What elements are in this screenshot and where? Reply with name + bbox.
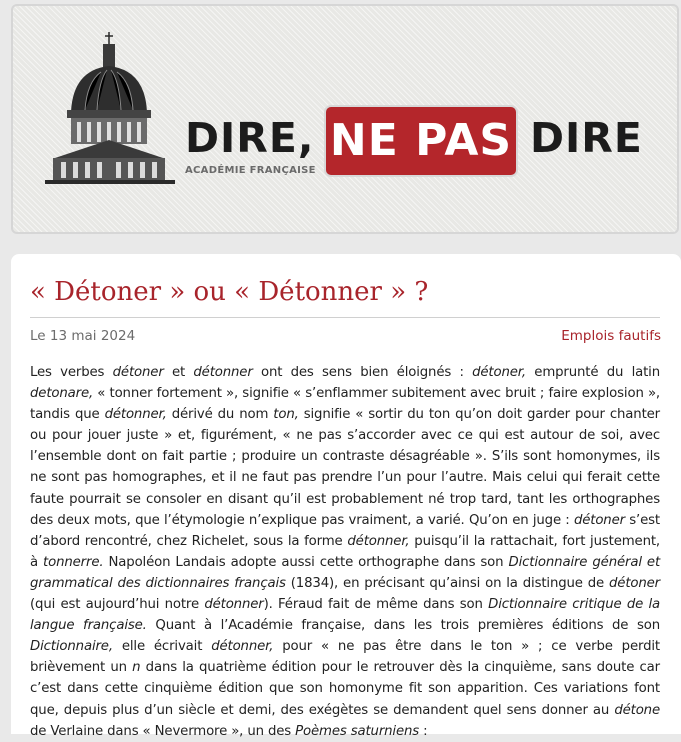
article-title: « Détoner » ou « Détonner » ? xyxy=(30,277,429,307)
article-date: Le 13 mai 2024 xyxy=(30,328,136,344)
category-link[interactable]: Emplois fautifs xyxy=(561,328,661,344)
logo-dire-text-right: DIRE xyxy=(530,114,643,162)
title-divider xyxy=(30,317,660,318)
article-body: Les verbes détoner et détonner ont des sens bien éloignés : détoner, emprunté du latin detonare, « tonner fortement », signifie « s’enflammer subitement avec bruit ; faire explosion », tandis que détonner, dérivé du nom ton, signifie « sortir du ton qu’on doit garder pour chanter ou pour jouer juste » et, figurément, « ne pas s’accorder avec ce qui est autour de soi, avec l’ensemble dont on fait partie ; produire un contraste désagréable ». S’ils sont homonymes, ils ne sont pas homographes, et il ne faut pas prendre l’un pour l’autre. Mais celui qui ferait cette faute pourrait se consoler en disant qu’il est probablement né trop tard, tant les orthographes des deux mots, que l’étymologie n’explique pas vraiment, a varié. Qu’on en juge : détoner s’est d’abord rencontré, chez Richelet, sous la forme détonner, puisqu’il la rattachait, fort justement, à tonnerre. Napoléon Landais adopte aussi cette orthographe dans son Dictionnaire général et grammatical des dictionnaires français (1834), en précisant qu’ainsi on la distingue de détoner (qui est aujourd’hui notre détonner). Féraud fait de même dans son Dictionnaire critique de la langue française. Quant à l’Académie française, dans les trois premières éditions de son Dictionnaire, elle écrivait détonner, pour « ne pas être dans le ton » ; ce verbe perdit brièvement un n dans la quatrième édition pour le retrouver dès la cinquième, sans doute car c’est dans cette cinquième édition que son homonyme fit son apparition. Ces variations font que, depuis plus d’un siècle et demi, des exégètes se demandent quel sens donner au détone de Verlaine dans « Nevermore », un des Poèmes saturniens : xyxy=(30,365,661,739)
dome-logo-icon xyxy=(35,26,185,186)
logo-ne-pas-badge: NE PAS xyxy=(324,105,518,177)
header-banner[interactable] xyxy=(11,4,679,234)
logo-dire-text: DIRE, xyxy=(185,114,315,162)
logo-subtitle: ACADÉMIE FRANÇAISE xyxy=(185,165,316,176)
